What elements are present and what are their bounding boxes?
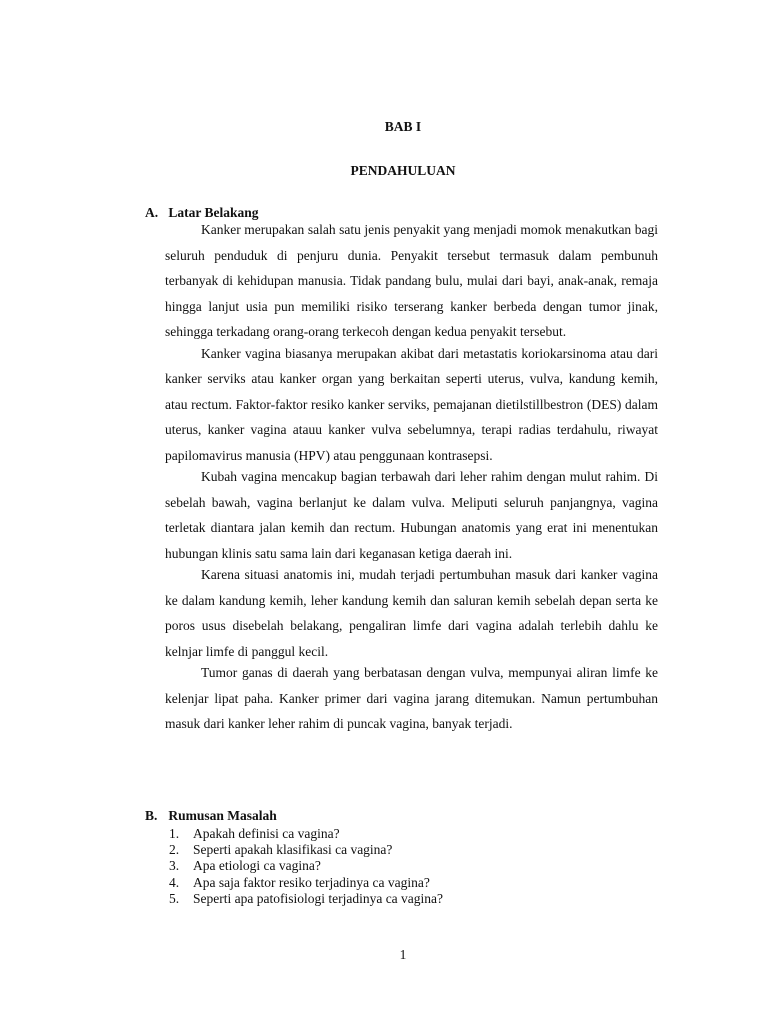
list-item: [165, 891, 443, 907]
problem-list: [165, 826, 443, 907]
section-a-number: A.: [145, 205, 159, 220]
list-item-text: Apa etiologi ca vagina?: [193, 858, 321, 874]
list-item-number: 4.: [169, 874, 180, 890]
list-item: [165, 858, 443, 874]
paragraph: Kanker merupakan salah satu jenis penyakit yang menjadi momok menakutkan bagi seluruh penduduk di penjuru dunia. Penyakit tersebut termasuk dalam pembunuh terbanyak di kehidupan manusia. Tidak pandang bulu, mulai dari bayi, anak-anak, remaja hingga lanjut usia pun memiliki risiko terserang kanker berbeda dengan tumor jinak, sehingga terkadang orang-orang terkecoh dengan kedua penyakit tersebut.: [165, 222, 658, 339]
section-b-heading: [145, 808, 277, 824]
list-item: [165, 842, 443, 858]
paragraph: Kanker vagina biasanya merupakan akibat dari metastatis koriokarsinoma atau dari kanker serviks atau kanker organ yang berkaitan seperti uterus, vulva, kandung kemih, atau rectum. Faktor-faktor resiko kanker serviks, pemajanan dietilstillbestron (DES) dalam uterus, kanker vagina atauu kanker vulva sebelumnya, terapi radias terdahulu, riwayat papilomavirus manusia (HPV) atau penggunaan kontrasepsi.: [165, 345, 658, 463]
section-a-body: [165, 217, 658, 733]
page-number: 1: [399, 947, 407, 962]
list-item-text: Apakah definisi ca vagina?: [193, 826, 340, 841]
list-item-number: 1.: [169, 826, 180, 841]
list-item-text: Seperti apakah klasifikasi ca vagina?: [193, 842, 393, 858]
list-item-text: Apa saja faktor resiko terjadinya ca vagina?: [193, 874, 430, 890]
section-b-title: Rumusan Masalah: [168, 808, 277, 823]
chapter-title: PENDAHULUAN: [350, 163, 456, 178]
list-item: [165, 875, 443, 891]
paragraph: Kubah vagina mencakup bagian terbawah dari leher rahim dengan mulut rahim. Di sebelah bawah, vagina berlanjut ke dalam vulva. Meliputi seluruh panjangnya, vagina terletak diantara jalan kemih dan rectum. Hubungan anatomis yang erat ini menentukan hubungan klinis satu sama lain dari keganasan ketiga daerah ini.: [165, 469, 658, 561]
section-b-number: B.: [145, 808, 158, 823]
list-item-number: 5.: [169, 890, 180, 906]
chapter-heading: BAB I: [384, 119, 422, 134]
list-item-text: Seperti apa patofisiologi terjadinya ca vagina?: [193, 890, 444, 906]
section-a-title: Latar Belakang: [168, 205, 259, 220]
list-item-number: 2.: [169, 842, 180, 858]
paragraph: Karena situasi anatomis ini, mudah terjadi pertumbuhan masuk dari kanker vagina ke dalam kandung kemih, leher kandung kemih dan saluran kemih sebelah depan serta ke poros usus disebelah belakang, pengaliran limfe dari vagina adalah terlebih dahlu ke kelnjar limfe di panggul kecil.: [165, 567, 658, 659]
list-item-number: 3.: [169, 858, 180, 874]
list-item: [165, 826, 443, 842]
paragraph: Tumor ganas di daerah yang berbatasan dengan vulva, mempunyai aliran limfe ke kelenjar lipat paha. Kanker primer dari vagina jarang ditemukan. Namun pertumbuhan masuk dari kanker leher rahim di puncak vagina, banyak terjadi.: [165, 665, 658, 731]
